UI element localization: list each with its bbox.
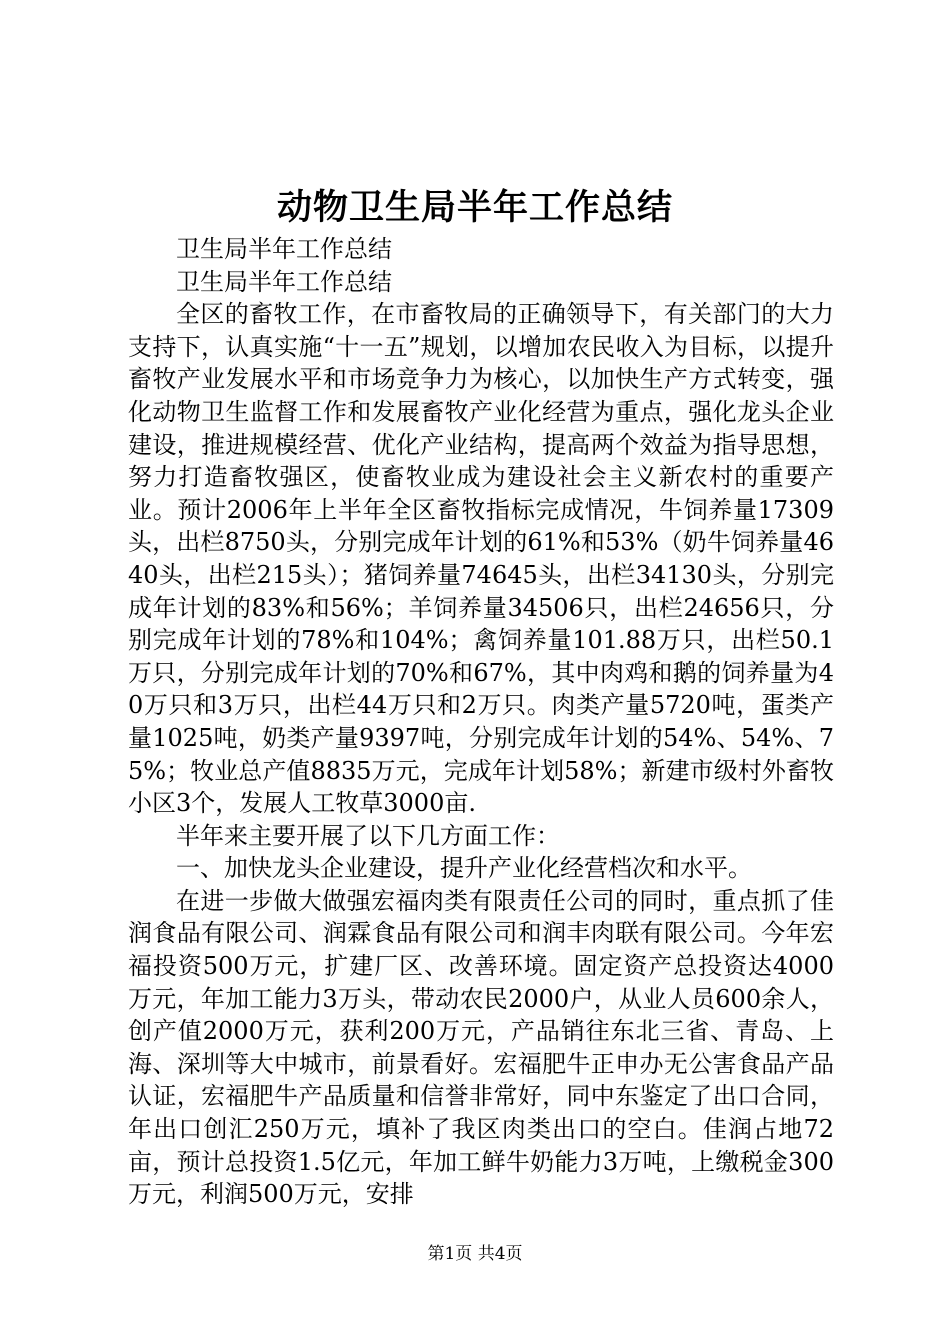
paragraph-subtitle-2: 卫生局半年工作总结 <box>176 267 392 296</box>
paragraph-work-intro: 半年来主要开展了以下几方面工作： <box>176 821 560 850</box>
paragraph-section-1-body: 在进一步做大做强宏福肉类有限责任公司的同时，重点抓了佳润食品有限公司、润霖食品有限公司和润丰肉联有限公司。今年宏福投资500万元，扩建厂区、改善环境。固定资产总投资达4000万元，年加工能力3万头，带动农民2000户，从业人员600余人，创产值2000万元，获利200万元，产品销往东北三省、青岛、上海、深圳等大中城市，前景看好。宏福肥牛正申办无公害食品产品认证，宏福肥牛产品质量和信誉非常好，同中东鉴定了出口合同，年出口创汇250万元，填补了我区肉类出口的空白。佳润占地72亩，预计总投资1.5亿元，年加工鲜牛奶能力3万吨，上缴税金300万元，利润500万元，安排 <box>128 886 834 1209</box>
paragraph-overview: 全区的畜牧工作，在市畜牧局的正确领导下，有关部门的大力支持下，认真实施“十一五”规划，以增加农民收入为目标，以提升畜牧产业发展水平和市场竞争力为核心，以加快生产方式转变，强化动物卫生监督工作和发展畜牧产业化经营为重点，强化龙头企业建设，推进规模经营、优化产业结构，提高两个效益为指导思想，努力打造畜牧强区，使畜牧业成为建设社会主义新农村的重要产业。预计2006年上半年全区畜牧指标完成情况，牛饲养量17309头，出栏8750头，分别完成年计划的61%和53%（奶牛饲养量4640头，出栏215头）；猪饲养量74645头，出栏34130头，分别完成年计划的83%和56%；羊饲养量34506只，出栏24656只，分别完成年计划的78%和104%；禽饲养量101.88万只，出栏50.1万只，分别完成年计划的70%和67%，其中肉鸡和鹅的饲养量为40万只和3万只，出栏44万只和2万只。肉类产量5720吨，蛋类产量1025吨，奶类产量9397吨，分别完成年计划的54%、54%、75%；牧业总产值8835万元，完成年计划58%；新建市级村外畜牧小区3个，发展人工牧草3000亩. <box>128 300 834 818</box>
page-footer: 第1页 共4页 <box>427 1244 523 1264</box>
document-title: 动物卫生局半年工作总结 <box>276 187 673 228</box>
paragraph-section-heading-1: 一、加快龙头企业建设，提升产业化经营档次和水平。 <box>176 854 752 883</box>
paragraph-subtitle-1: 卫生局半年工作总结 <box>176 235 392 263</box>
document-body <box>128 233 834 1211</box>
